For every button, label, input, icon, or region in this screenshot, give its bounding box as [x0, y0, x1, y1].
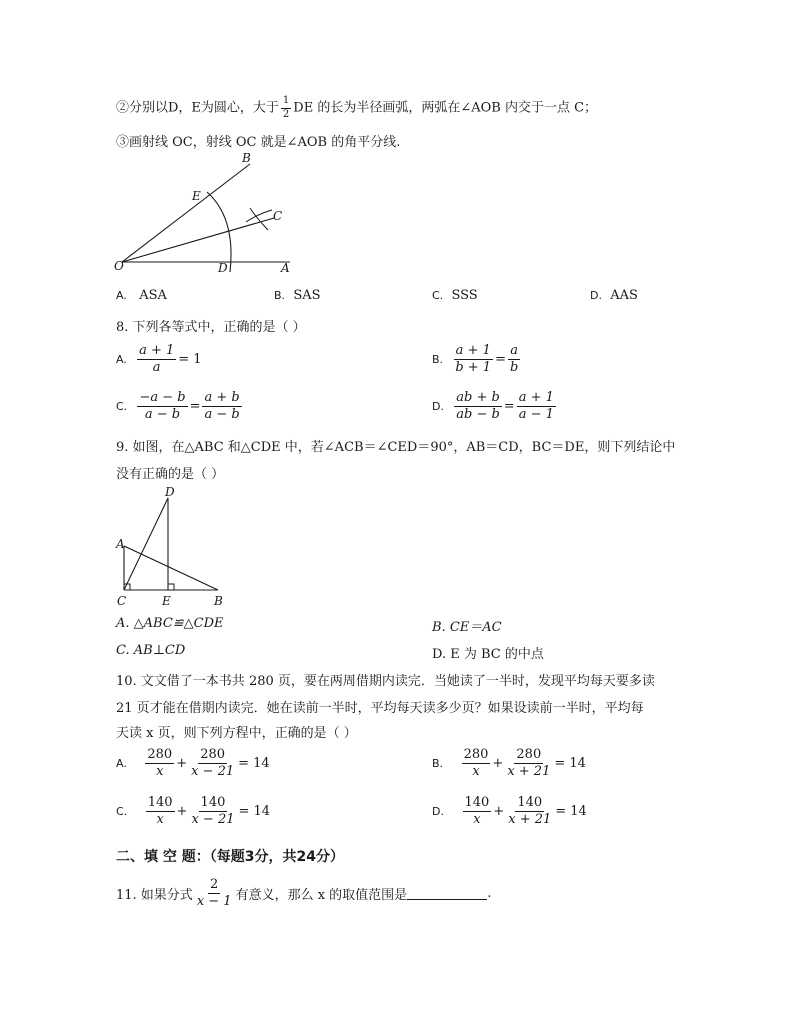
q9-option-a[interactable]: A. △ABC≌△CDE	[116, 616, 224, 631]
q9-option-c[interactable]: C. AB⊥CD	[116, 643, 186, 658]
option-label: B.	[432, 756, 444, 770]
equation-rhs: = 14	[554, 755, 586, 771]
q7-option-c[interactable]	[432, 288, 478, 303]
fraction-denominator: a − 1	[518, 406, 554, 422]
fraction-numerator: 280	[516, 747, 542, 762]
fraction	[189, 796, 236, 826]
q10-option-a[interactable]	[116, 748, 270, 778]
q11	[116, 878, 491, 908]
q10-option-c[interactable]	[116, 796, 270, 826]
fraction-denominator: x	[473, 811, 481, 827]
fraction-numerator: a + b	[204, 390, 240, 405]
fraction-numerator: a + 1	[455, 343, 491, 358]
label-d: D	[165, 485, 175, 499]
label-a: A	[281, 261, 290, 275]
option-label: A.	[116, 289, 127, 302]
option-label: A.	[116, 756, 127, 770]
fraction	[145, 748, 174, 778]
label-b: B	[214, 594, 223, 608]
segment-ab	[124, 546, 218, 590]
fraction-denominator: ab − b	[456, 406, 500, 422]
equation-rhs: = 14	[238, 803, 271, 819]
fraction	[517, 391, 556, 421]
fraction-numerator: 140	[147, 795, 173, 810]
q7-step2	[116, 96, 597, 120]
arc-c1	[250, 208, 268, 230]
label-e: E	[162, 594, 171, 608]
q7-step3: ③画射线 OC，射线 OC 就是∠AOB 的角平分线.	[116, 135, 401, 150]
q8-option-a[interactable]	[116, 344, 202, 374]
fraction-denominator: x	[156, 763, 164, 779]
option-label: B.	[432, 352, 444, 366]
fraction-numerator: 140	[200, 795, 226, 810]
q10-option-b[interactable]	[432, 748, 586, 778]
label-o: O	[114, 259, 124, 273]
plus-sign: +	[492, 755, 504, 771]
fraction-numerator: 1	[281, 96, 291, 109]
fraction-denominator: x − 21	[191, 811, 235, 827]
q10-stem-line2: 21 页才能在借期内读完．她在读前一半时，平均每天读多少页？如果设读前一半时，平均每	[116, 701, 644, 716]
label-a: A	[116, 537, 125, 551]
option-label: B.	[274, 289, 286, 302]
equals-sign: =	[503, 398, 515, 414]
option-label: C.	[432, 289, 444, 302]
fraction-numerator: 280	[147, 747, 173, 762]
q9-stem-line1: 9. 如图，在△ABC 和△CDE 中，若∠ACB＝∠CED＝90°，AB＝CD，BC＝DE，则下列结论中	[116, 440, 676, 455]
q9-option-b[interactable]: B. CE＝AC	[432, 620, 502, 635]
q7-option-d[interactable]	[590, 288, 638, 303]
fraction-denominator: x	[156, 811, 164, 827]
fraction	[505, 748, 552, 778]
option-label: D.	[432, 399, 444, 413]
fraction-numerator: a + 1	[139, 343, 175, 358]
fraction-numerator: a + 1	[518, 390, 554, 405]
fraction	[195, 878, 234, 908]
q9-stem-line2: 没有正确的是（ ）	[116, 467, 225, 482]
fraction-denominator: a	[152, 359, 161, 375]
fraction-denominator: x + 21	[508, 811, 552, 827]
option-text: ASA	[139, 288, 167, 303]
equation-rhs: = 14	[555, 803, 587, 819]
equation-rhs: = 14	[238, 755, 270, 771]
fraction	[137, 344, 176, 374]
fraction	[137, 391, 187, 421]
fraction	[506, 796, 553, 826]
equals-sign: =	[495, 351, 506, 367]
right-angle-e	[168, 584, 174, 590]
fraction-denominator: x − 1	[196, 893, 232, 909]
option-text: SAS	[293, 288, 321, 303]
fraction-denominator: a − b	[144, 406, 181, 422]
q8-option-d[interactable]	[432, 391, 558, 421]
label-c: C	[117, 594, 127, 608]
q10-option-d[interactable]	[432, 796, 587, 826]
fraction	[453, 344, 493, 374]
q10-stem-line3: 天读 x 页，则下列方程中，正确的是（ ）	[116, 726, 357, 741]
q10-stem-line1: 10. 文文借了一本书共 280 页，要在两周借期内读完．当她读了一半时，发现平均每天要多读	[116, 674, 655, 689]
fraction	[462, 748, 491, 778]
q8-stem: 8. 下列各等式中，正确的是（ ）	[116, 320, 306, 335]
ray-oc	[122, 218, 274, 262]
fraction	[463, 796, 492, 826]
segment-cd	[124, 498, 168, 590]
fraction-denominator: x − 21	[191, 763, 235, 779]
answer-blank[interactable]	[407, 887, 487, 900]
fraction-numerator: ab + b	[456, 390, 500, 405]
fraction-numerator: 140	[517, 795, 543, 810]
option-text: AAS	[610, 288, 638, 303]
fraction	[189, 748, 236, 778]
fraction-numerator: 140	[464, 795, 490, 810]
fraction-numerator: 280	[463, 747, 489, 762]
q7-step2-pre: ②分别以D，E为圆心，大于	[116, 100, 279, 116]
fraction-denominator: x	[472, 763, 480, 779]
fraction	[146, 796, 175, 826]
fraction	[202, 391, 241, 421]
fraction-denominator: a − b	[204, 406, 240, 422]
q7-half-fraction	[281, 96, 291, 120]
q9-option-d[interactable]: D. E 为 BC 的中点	[432, 647, 544, 662]
option-label: C.	[116, 399, 128, 413]
q8-option-c[interactable]	[116, 391, 244, 421]
option-label: D.	[590, 289, 602, 302]
fraction-denominator: x + 21	[507, 763, 551, 779]
label-e: E	[192, 189, 201, 203]
option-text: SSS	[451, 288, 478, 303]
q11-pre: 11. 如果分式	[116, 887, 193, 903]
q7-option-b[interactable]	[274, 288, 321, 303]
q8-option-b[interactable]	[432, 344, 522, 374]
fraction-denominator: b	[509, 359, 519, 375]
plus-sign: +	[493, 803, 505, 819]
label-c: C	[273, 209, 283, 223]
q9-triangles-figure	[110, 484, 240, 610]
q7-angle-bisector-figure	[110, 150, 300, 275]
q7-step2-post: DE 的长为半径画弧，两弧在∠AOB 内交于一点 C；	[293, 100, 598, 116]
fraction-numerator: a	[510, 343, 519, 358]
fraction-numerator: 2	[210, 877, 219, 892]
option-label: D.	[432, 804, 444, 818]
q11-end: .	[487, 885, 492, 901]
q7-option-a[interactable]	[116, 288, 167, 303]
label-d: D	[218, 261, 228, 275]
equals-sign: =	[189, 398, 201, 414]
fraction-numerator: −a − b	[139, 390, 186, 405]
option-label: A.	[116, 352, 127, 366]
fraction-denominator: b + 1	[455, 359, 492, 375]
fraction-numerator: 280	[200, 747, 226, 762]
fraction-denominator: 2	[282, 108, 290, 120]
section-heading-fill-in: 二、填 空 题：（每题3分，共24分）	[116, 849, 344, 865]
fraction	[508, 344, 520, 374]
plus-sign: +	[176, 803, 188, 819]
plus-sign: +	[176, 755, 188, 771]
fraction	[454, 391, 502, 421]
label-b: B	[242, 151, 251, 165]
option-label: C.	[116, 804, 128, 818]
q11-post: 有意义，那么 x 的取值范围是	[235, 887, 408, 903]
equation-rhs: = 1	[178, 351, 202, 367]
